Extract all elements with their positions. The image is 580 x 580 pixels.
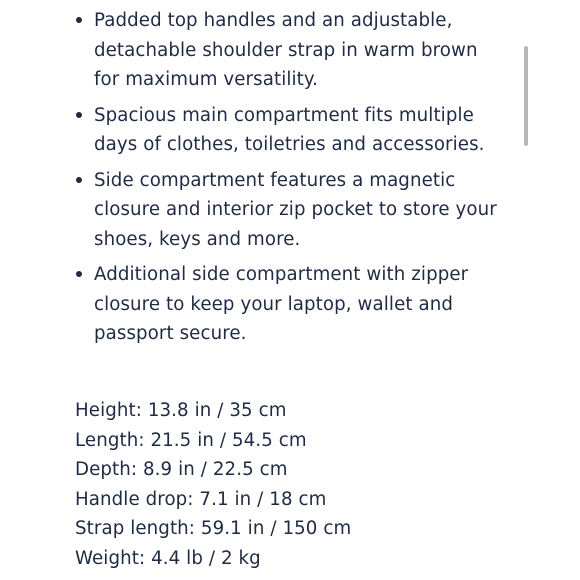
spec-height: Height: 13.8 in / 35 cm: [75, 400, 287, 421]
bullet-icon: [76, 112, 82, 118]
feature-text-line: detachable shoulder strap in warm brown: [94, 39, 478, 61]
feature-item: [74, 101, 514, 160]
feature-text-line: for maximum versatility.: [94, 69, 319, 90]
spec-length: Length: 21.5 in / 54.5 cm: [75, 429, 307, 451]
spec-strap-length: Strap length: 59.1 in / 150 cm: [75, 518, 352, 539]
feature-item: [74, 260, 514, 349]
scrollbar[interactable]: [524, 0, 528, 580]
spec-weight: Weight: 4.4 lb / 2 kg: [75, 547, 261, 569]
feature-text-line: Side compartment features a magnetic: [94, 169, 456, 191]
feature-text-line: closure and interior zip pocket to store your: [94, 199, 497, 220]
feature-item: [74, 6, 514, 95]
spec-handle-drop: Handle drop: 7.1 in / 18 cm: [75, 488, 327, 510]
feature-text-line: passport secure.: [94, 323, 247, 344]
feature-text-line: days of clothes, toiletries and accessories.: [94, 134, 485, 155]
bullet-icon: [76, 17, 82, 23]
bullet-icon: [76, 271, 82, 277]
feature-text-line: closure to keep your laptop, wallet and: [94, 293, 453, 315]
bullet-icon: [76, 177, 82, 183]
specs-list: [75, 396, 351, 573]
feature-text-line: Padded top handles and an adjustable,: [94, 10, 453, 31]
feature-text-line: shoes, keys and more.: [94, 228, 301, 250]
scrollbar-thumb[interactable]: [524, 46, 528, 146]
feature-list: [74, 6, 514, 355]
feature-text-line: Additional side compartment with zipper: [94, 264, 469, 285]
spec-depth: Depth: 8.9 in / 22.5 cm: [75, 459, 288, 480]
feature-item: [74, 166, 514, 255]
feature-text-line: Spacious main compartment fits multiple: [94, 104, 474, 126]
